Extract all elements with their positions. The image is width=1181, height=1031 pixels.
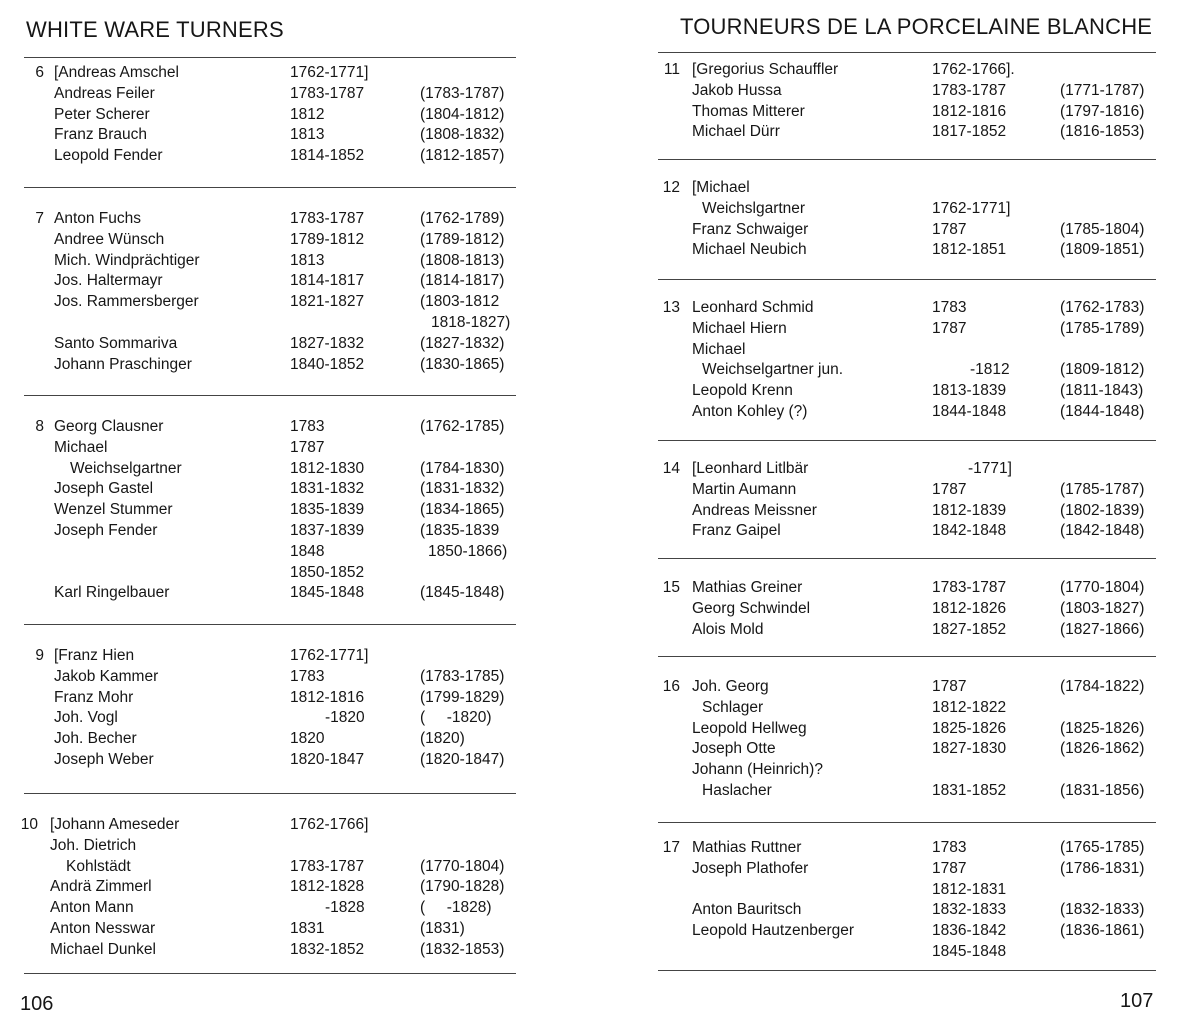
employment-years: -1820 [325, 709, 365, 727]
life-range: (1762-1789) [420, 210, 505, 227]
employment-years: 1817-1852 [932, 123, 1007, 141]
entry-11 [640, 60, 1181, 143]
life-range: (1784-1822) [1060, 678, 1145, 695]
employment-years: 1840-1852 [290, 355, 365, 373]
turner-name: Joh. Vogl [54, 709, 118, 727]
turner-name: Anton Nesswar [50, 919, 156, 937]
entry-14 [640, 459, 1181, 542]
entry-row [640, 578, 1181, 599]
turner-name: Leopold Hautzenberger [692, 922, 855, 940]
life-range: (1783-1787) [420, 84, 505, 102]
turner-name: Schlager [702, 698, 764, 716]
employment-years: 1812-1816 [290, 688, 365, 706]
life-range: (1825-1826) [1060, 719, 1145, 737]
life-range: 1850-1866) [428, 542, 508, 560]
turner-name: Anton Kohley (?) [692, 402, 808, 420]
entry-number: 8 [35, 418, 44, 435]
employment-years: 1762-1771] [290, 64, 369, 81]
left-page [0, 0, 560, 1031]
employment-years: 1835-1839 [290, 501, 365, 519]
entry-row [640, 81, 1181, 102]
turner-name: Michael Dürr [692, 123, 780, 141]
entry-row [640, 102, 1181, 123]
entry-7 [0, 209, 560, 375]
entry-row [640, 781, 1181, 802]
page-number: 107 [1120, 990, 1154, 1012]
life-range: (1827-1832) [420, 334, 505, 352]
employment-years: 1783-1787 [290, 857, 365, 875]
turner-name: Anton Mann [50, 899, 134, 917]
turner-name: Joseph Otte [692, 740, 776, 758]
life-range: ( -1820) [420, 709, 492, 727]
life-range: (1808-1832) [420, 126, 505, 144]
employment-years: 1812-1826 [932, 599, 1007, 617]
divider [658, 52, 1156, 53]
life-range: (1845-1848) [420, 584, 505, 602]
entry-row [0, 521, 560, 542]
divider [658, 279, 1156, 280]
life-range: (1797-1816) [1060, 102, 1145, 120]
entry-row [0, 63, 560, 84]
turner-name: Haslacher [702, 781, 772, 799]
life-range: ( -1828) [420, 899, 492, 917]
entry-row [640, 739, 1181, 760]
entry-row [0, 815, 560, 836]
life-range: (1785-1804) [1060, 220, 1145, 238]
turner-name: Michael Hiern [692, 319, 787, 337]
divider [658, 656, 1156, 657]
life-range: (1827-1866) [1060, 620, 1145, 638]
entry-row [640, 402, 1181, 423]
entry-row [640, 178, 1181, 199]
entry-row [640, 859, 1181, 880]
entry-row [0, 898, 560, 919]
employment-years: 1762-1766] [290, 816, 369, 833]
right-page [640, 0, 1181, 1031]
divider [658, 970, 1156, 971]
employment-years: 1783-1787 [932, 579, 1007, 596]
entry-row [0, 500, 560, 521]
entry-row [640, 459, 1181, 480]
employment-years: 1812-1830 [290, 459, 365, 477]
life-range: (1816-1853) [1060, 123, 1145, 141]
turner-name: Weichselgartner [70, 459, 182, 477]
entry-6 [0, 63, 560, 167]
turner-name: Jakob Hussa [692, 81, 782, 99]
divider [24, 395, 516, 396]
life-range: (1835-1839 [420, 521, 500, 539]
life-range: (1812-1857) [420, 147, 505, 165]
employment-years: 1814-1852 [290, 147, 365, 165]
turner-name: Mich. Windprächtiger [54, 251, 200, 269]
entry-row [0, 251, 560, 272]
turner-name: Joseph Fender [54, 521, 158, 539]
divider [24, 793, 516, 794]
turner-name: Franz Gaipel [692, 522, 781, 540]
life-range: (1803-1812 [420, 293, 500, 311]
turner-name: Karl Ringelbauer [54, 584, 170, 602]
life-range: (1809-1812) [1060, 361, 1145, 379]
turner-name: Michael Neubich [692, 241, 807, 259]
entry-number: 12 [662, 179, 680, 196]
employment-years: 1827-1852 [932, 620, 1007, 638]
life-range: (1811-1843) [1060, 382, 1144, 400]
entry-15 [640, 578, 1181, 640]
turner-name: Andreas Feiler [54, 84, 155, 102]
life-range: (1762-1783) [1060, 299, 1145, 316]
life-range: (1790-1828) [420, 878, 505, 896]
entry-row [0, 750, 560, 771]
entry-row [640, 340, 1181, 361]
employment-years: 1832-1833 [932, 901, 1007, 919]
employment-years: 1783-1787 [290, 210, 365, 227]
employment-years: -1812 [970, 361, 1010, 379]
entry-row [640, 381, 1181, 402]
entry-row [0, 836, 560, 857]
entry-number: 15 [662, 579, 680, 596]
employment-years: 1812-1822 [932, 698, 1007, 716]
divider [658, 558, 1156, 559]
turner-name: [Franz Hien [54, 647, 135, 664]
employment-years: 1812-1828 [290, 878, 365, 896]
entry-row [640, 900, 1181, 921]
life-range: (1785-1789) [1060, 319, 1145, 337]
entry-row [0, 857, 560, 878]
employment-years: 1762-1771] [932, 199, 1011, 217]
life-range: (1771-1787) [1060, 81, 1145, 99]
entry-row [640, 501, 1181, 522]
employment-years: 1783-1787 [290, 84, 365, 102]
life-range: (1762-1785) [420, 418, 505, 435]
employment-years: 1820-1847 [290, 750, 365, 768]
entry-row [0, 542, 560, 563]
employment-years: 1814-1817 [290, 272, 365, 290]
divider [658, 440, 1156, 441]
running-head: WHITE WARE TURNERS [26, 17, 284, 42]
turner-name: Santo Sommariva [54, 334, 178, 352]
employment-years: -1828 [325, 899, 365, 917]
turner-name: Thomas Mitterer [692, 102, 805, 120]
entry-17 [640, 838, 1181, 963]
turner-name: Leopold Fender [54, 147, 163, 165]
employment-years: 1787 [290, 438, 325, 456]
entry-number: 6 [35, 64, 44, 81]
turner-name: Andrä Zimmerl [50, 878, 152, 896]
entry-row [640, 220, 1181, 241]
entry-number: 17 [662, 839, 680, 856]
turner-name: Johann (Heinrich)? [692, 761, 823, 779]
entry-row [0, 271, 560, 292]
running-head: TOURNEURS DE LA PORCELAINE BLANCHE [680, 14, 1153, 39]
entry-row [640, 620, 1181, 641]
employment-years: 1827-1832 [290, 334, 365, 352]
life-range: (1799-1829) [420, 688, 505, 706]
turner-name: Georg Schwindel [692, 599, 811, 617]
entry-row [0, 688, 560, 709]
employment-years: 1812-1816 [932, 102, 1007, 120]
turner-name: Mathias Greiner [692, 579, 803, 596]
employment-years: -1771] [968, 460, 1012, 477]
employment-years: 1783 [932, 839, 967, 856]
life-range: (1834-1865) [420, 501, 505, 519]
turner-name: Johann Praschinger [54, 355, 192, 373]
employment-years: 1813 [290, 251, 325, 269]
employment-years: 1820 [290, 730, 325, 748]
employment-years: 1836-1842 [932, 922, 1007, 940]
turner-name: Weichslgartner [702, 199, 806, 217]
entry-row [640, 298, 1181, 319]
turner-name: Joh. Georg [692, 678, 769, 695]
employment-years: 1821-1827 [290, 293, 365, 311]
turner-name: Peter Scherer [54, 105, 150, 123]
turner-name: Weichselgartner jun. [702, 361, 844, 379]
life-range: (1814-1817) [420, 272, 505, 290]
turner-name: Anton Fuchs [54, 210, 142, 227]
entry-10 [0, 815, 560, 961]
entry-8 [0, 417, 560, 604]
turner-name: Alois Mold [692, 620, 764, 638]
entry-number: 11 [663, 61, 680, 78]
life-range: (1830-1865) [420, 355, 505, 373]
turner-name: Andreas Meissner [692, 501, 817, 519]
life-range: (1842-1848) [1060, 522, 1145, 540]
turner-name: Franz Schwaiger [692, 220, 809, 238]
employment-years: 1813 [290, 126, 325, 144]
employment-years: 1844-1848 [932, 402, 1007, 420]
entry-row [0, 334, 560, 355]
turner-name: Michael [54, 438, 108, 456]
turner-name: Mathias Ruttner [692, 839, 802, 856]
entry-row [0, 646, 560, 667]
employment-years: 1789-1812 [290, 230, 365, 248]
entry-row [0, 919, 560, 940]
entry-row [640, 719, 1181, 740]
life-range: (1844-1848) [1060, 402, 1145, 420]
entry-row [640, 880, 1181, 901]
turner-name: Michael [692, 340, 746, 358]
life-range: (1809-1851) [1060, 241, 1145, 259]
employment-years: 1787 [932, 319, 967, 337]
page-number: 106 [20, 993, 54, 1015]
employment-years: 1783-1787 [932, 81, 1007, 99]
life-range: (1789-1812) [420, 230, 505, 248]
entry-row [0, 940, 560, 961]
entry-row [640, 599, 1181, 620]
entry-row [0, 230, 560, 251]
turner-name: Joh. Becher [54, 730, 137, 748]
entry-row [640, 838, 1181, 859]
life-range: (1783-1785) [420, 667, 505, 685]
turner-name: [Gregorius Schauffler [692, 61, 839, 78]
turner-name: Joseph Weber [54, 750, 154, 768]
turner-name: Jakob Kammer [54, 667, 159, 685]
entry-row [640, 60, 1181, 81]
divider [658, 822, 1156, 823]
employment-years: 1827-1830 [932, 740, 1007, 758]
entry-row [0, 84, 560, 105]
life-range: (1765-1785) [1060, 839, 1145, 856]
entry-row [0, 146, 560, 167]
entry-row [0, 459, 560, 480]
life-range: (1832-1853) [420, 940, 505, 958]
entry-row [0, 583, 560, 604]
turner-name: Leopold Hellweg [692, 719, 807, 737]
employment-years: 1762-1771] [290, 647, 369, 664]
turner-name: Franz Mohr [54, 688, 134, 706]
turner-name: Michael Dunkel [50, 940, 156, 958]
entry-row [640, 480, 1181, 501]
employment-years: 1848 [290, 542, 325, 560]
life-range: (1803-1827) [1060, 599, 1145, 617]
entry-row [0, 125, 560, 146]
entry-row [640, 240, 1181, 261]
entry-row [0, 877, 560, 898]
entry-row [0, 729, 560, 750]
entry-number: 14 [662, 460, 680, 477]
turner-name: Jos. Haltermayr [54, 272, 163, 290]
turner-name: Joseph Plathofer [692, 859, 809, 877]
life-range: (1832-1833) [1060, 901, 1145, 919]
entry-row [640, 360, 1181, 381]
entry-row [0, 438, 560, 459]
turner-name: Franz Brauch [54, 126, 148, 144]
employment-years: 1783 [290, 418, 325, 435]
entry-row [0, 667, 560, 688]
entry-row [0, 708, 560, 729]
entry-row [0, 209, 560, 230]
turner-name: [Leonhard Litlbär [692, 460, 809, 477]
life-range: 1818-1827) [431, 313, 511, 331]
turner-name: Andree Wünsch [54, 230, 165, 248]
employment-years: 1842-1848 [932, 522, 1007, 540]
entry-row [640, 942, 1181, 963]
divider [24, 624, 516, 625]
life-range: (1802-1839) [1060, 501, 1145, 519]
entry-row [640, 521, 1181, 542]
employment-years: 1831-1852 [932, 781, 1007, 799]
entry-row [0, 105, 560, 126]
life-range: (1831-1832) [420, 480, 505, 498]
entry-row [640, 122, 1181, 143]
employment-years: 1783 [290, 667, 325, 685]
entry-row [0, 563, 560, 584]
employment-years: 1787 [932, 480, 967, 498]
employment-years: 1832-1852 [290, 940, 365, 958]
entry-row [0, 355, 560, 376]
turner-name: [Johann Ameseder [50, 816, 180, 833]
life-range: (1808-1813) [420, 251, 505, 269]
turner-name: Jos. Rammersberger [54, 293, 199, 311]
turner-name: Kohlstädt [66, 857, 131, 875]
employment-years: 1850-1852 [290, 563, 365, 581]
life-range: (1831-1856) [1060, 781, 1145, 799]
turner-name: [Michael [692, 179, 750, 196]
life-range: (1784-1830) [420, 459, 505, 477]
life-range: (1836-1861) [1060, 922, 1145, 940]
entry-number: 7 [35, 210, 44, 227]
employment-years: 1812-1851 [932, 241, 1007, 259]
life-range: (1831) [420, 919, 465, 937]
employment-years: 1787 [932, 678, 967, 695]
employment-years: 1845-1848 [932, 942, 1007, 960]
turner-name: Georg Clausner [54, 418, 164, 435]
entry-row [640, 698, 1181, 719]
turner-name: Martin Aumann [692, 480, 797, 498]
entry-number: 10 [20, 816, 38, 833]
entry-row [0, 292, 560, 313]
life-range: (1770-1804) [1060, 579, 1145, 596]
entry-9 [0, 646, 560, 771]
entry-16 [640, 677, 1181, 802]
life-range: (1820) [420, 730, 465, 748]
entry-number: 13 [662, 299, 680, 316]
employment-years: 1762-1766]. [932, 61, 1015, 78]
employment-years: 1845-1848 [290, 584, 365, 602]
divider [24, 187, 516, 188]
entry-number: 16 [662, 678, 680, 695]
turner-name: Leonhard Schmid [692, 299, 814, 316]
employment-years: 1787 [932, 859, 967, 877]
employment-years: 1787 [932, 220, 967, 238]
entry-row [640, 199, 1181, 220]
employment-years: 1837-1839 [290, 521, 365, 539]
turner-name: Leopold Krenn [692, 382, 793, 400]
life-range: (1786-1831) [1060, 859, 1145, 877]
employment-years: 1825-1826 [932, 719, 1007, 737]
employment-years: 1812-1839 [932, 501, 1007, 519]
turner-name: Joseph Gastel [54, 480, 154, 498]
employment-years: 1813-1839 [932, 382, 1007, 400]
employment-years: 1831 [290, 919, 325, 937]
turner-name: [Andreas Amschel [54, 64, 179, 81]
employment-years: 1831-1832 [290, 480, 365, 498]
divider [24, 973, 516, 974]
entry-row [640, 760, 1181, 781]
employment-years: 1783 [932, 299, 967, 316]
entry-13 [640, 298, 1181, 423]
employment-years: 1812 [290, 105, 325, 123]
life-range: (1785-1787) [1060, 480, 1145, 498]
entry-row [0, 479, 560, 500]
life-range: (1770-1804) [420, 857, 505, 875]
turner-name: Wenzel Stummer [54, 501, 173, 519]
divider [24, 57, 516, 58]
entry-row [0, 313, 560, 334]
life-range: (1804-1812) [420, 105, 505, 123]
entry-12 [640, 178, 1181, 261]
entry-number: 9 [35, 647, 44, 664]
turner-name: Joh. Dietrich [50, 836, 137, 854]
employment-years: 1812-1831 [932, 880, 1007, 898]
life-range: (1820-1847) [420, 750, 505, 768]
turner-name: Anton Bauritsch [692, 901, 802, 919]
entry-row [640, 677, 1181, 698]
divider [658, 159, 1156, 160]
life-range: (1826-1862) [1060, 740, 1145, 758]
entry-row [0, 417, 560, 438]
entry-row [640, 319, 1181, 340]
entry-row [640, 921, 1181, 942]
